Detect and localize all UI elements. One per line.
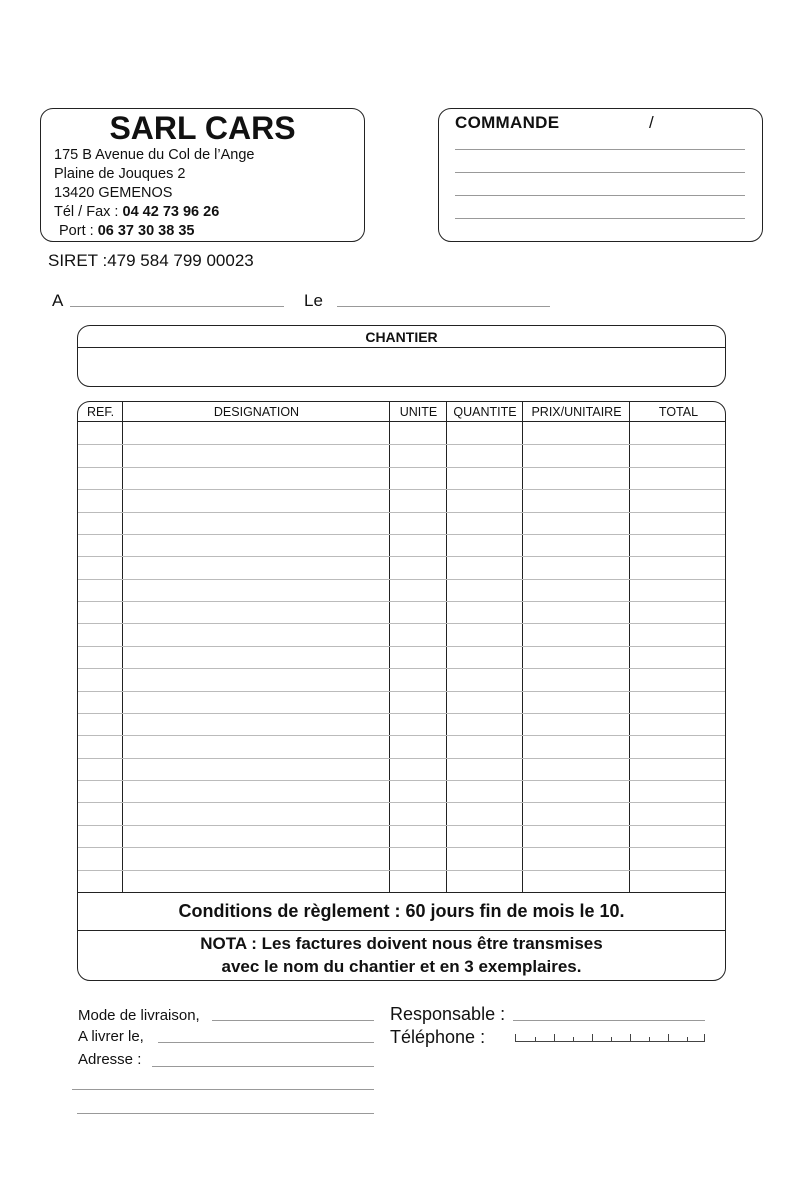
header-unit-price: PRIX/UNITAIRE	[531, 405, 622, 419]
column-divider	[446, 402, 447, 893]
address-field[interactable]	[152, 1066, 374, 1067]
table-row[interactable]	[78, 870, 725, 871]
worksite-box	[77, 325, 726, 387]
telephone-digit-tick	[687, 1037, 688, 1041]
date-label: Le	[304, 291, 323, 310]
table-row[interactable]	[78, 512, 725, 513]
telephone-label: Téléphone :	[390, 1027, 486, 1047]
delivery-mode-label: Mode de livraison,	[78, 1007, 200, 1024]
order-label: COMMANDE	[455, 113, 560, 132]
telephone-digit-tick	[592, 1034, 593, 1041]
column-divider	[522, 402, 523, 893]
delivery-date-label: A livrer le,	[78, 1028, 144, 1045]
port-value: 06 37 30 38 35	[97, 223, 195, 239]
table-row[interactable]	[78, 444, 725, 445]
nota-line-1: NOTA : Les factures doivent nous être transmises	[200, 934, 603, 953]
header-total: TOTAL	[658, 405, 699, 419]
telephone-digit-tick	[535, 1037, 536, 1041]
telephone-digit-tick	[668, 1034, 669, 1041]
responsible-label: Responsable :	[390, 1004, 506, 1024]
telephone-digit-tick	[554, 1034, 555, 1041]
address-line-3: 13420 GEMENOS	[54, 185, 173, 201]
header-unit: UNITE	[399, 405, 438, 419]
company-name: SARL CARS	[109, 110, 296, 146]
payment-conditions: Conditions de règlement : 60 jours fin de mois le 10.	[178, 901, 625, 921]
table-row[interactable]	[78, 691, 725, 692]
column-divider	[122, 402, 123, 893]
tel-fax	[54, 203, 219, 222]
delivery-date-field[interactable]	[158, 1042, 374, 1043]
port-label: Port :	[59, 223, 98, 239]
header-ref: REF.	[86, 405, 115, 419]
table-row[interactable]	[78, 579, 725, 580]
worksite-field[interactable]	[78, 348, 725, 386]
order-line[interactable]	[455, 195, 745, 196]
table-row[interactable]	[78, 847, 725, 848]
header-quantity: QUANTITE	[453, 405, 517, 419]
date-field[interactable]	[337, 306, 550, 307]
telephone-digit-tick	[649, 1037, 650, 1041]
table-row[interactable]	[78, 623, 725, 624]
table-row[interactable]	[78, 556, 725, 557]
table-row[interactable]	[78, 825, 725, 826]
items-table	[77, 401, 726, 981]
column-divider	[629, 402, 630, 893]
nota-divider	[78, 930, 725, 931]
table-row[interactable]	[78, 802, 725, 803]
order-number-box	[438, 108, 763, 242]
mobile-phone	[59, 222, 194, 241]
address-label: Adresse :	[78, 1051, 142, 1068]
telephone-digit-tick	[611, 1037, 612, 1041]
worksite-title: CHANTIER	[78, 326, 725, 348]
telephone-digit-tick	[573, 1037, 574, 1041]
table-row[interactable]	[78, 534, 725, 535]
table-row[interactable]	[78, 758, 725, 759]
address-field-line-2[interactable]	[72, 1089, 374, 1090]
place-label: A	[52, 291, 64, 310]
header-designation: DESIGNATION	[213, 405, 300, 419]
table-row[interactable]	[78, 713, 725, 714]
order-line[interactable]	[455, 149, 745, 150]
column-divider	[389, 402, 390, 893]
table-row[interactable]	[78, 489, 725, 490]
order-line[interactable]	[455, 218, 745, 219]
tel-fax-value: 04 42 73 96 26	[122, 204, 220, 220]
table-row[interactable]	[78, 601, 725, 602]
telephone-digit-tick	[630, 1034, 631, 1041]
responsible-field[interactable]	[513, 1020, 705, 1021]
table-row[interactable]	[78, 646, 725, 647]
table-row[interactable]	[78, 467, 725, 468]
conditions-divider	[78, 892, 725, 893]
header-divider	[78, 421, 725, 422]
siret-number: SIRET :479 584 799 00023	[48, 251, 254, 270]
order-slash: /	[649, 113, 654, 132]
table-row[interactable]	[78, 735, 725, 736]
table-row[interactable]	[78, 668, 725, 669]
table-row[interactable]	[78, 780, 725, 781]
company-info-box	[40, 108, 365, 242]
order-line[interactable]	[455, 172, 745, 173]
tel-fax-label: Tél / Fax :	[54, 204, 123, 220]
address-line-1: 175 B Avenue du Col de l’Ange	[54, 147, 255, 163]
delivery-mode-field[interactable]	[212, 1020, 374, 1021]
address-field-line-3[interactable]	[77, 1113, 374, 1114]
address-line-2: Plaine de Jouques 2	[54, 166, 186, 182]
place-field[interactable]	[70, 306, 284, 307]
telephone-field[interactable]	[515, 1034, 705, 1042]
nota-line-2: avec le nom du chantier et en 3 exemplaires.	[221, 957, 582, 976]
